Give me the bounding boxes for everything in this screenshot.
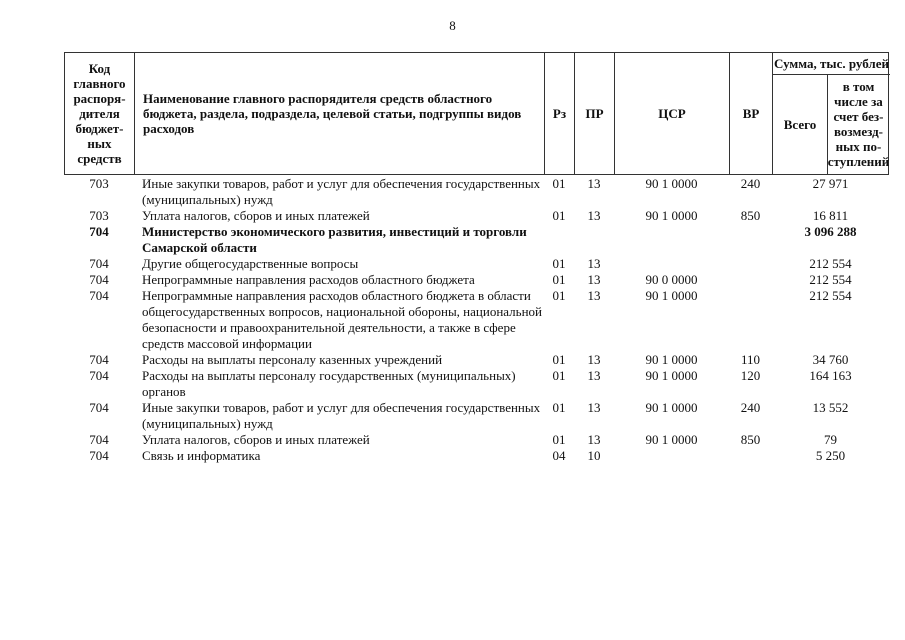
row-name: Расходы на выплаты персоналу государственных (муниципальных) органов — [142, 368, 516, 399]
row-csr: 90 1 0000 — [645, 432, 698, 447]
row-pr: 13 — [587, 368, 601, 383]
table-row — [64, 272, 889, 288]
row-total: 212 554 — [809, 288, 852, 303]
table-row — [64, 176, 889, 208]
page-number: 8 — [449, 18, 456, 33]
row-total: 3 096 288 — [804, 224, 857, 239]
row-vr — [729, 272, 772, 288]
row-pr: 13 — [587, 272, 601, 287]
row-total: 16 811 — [812, 208, 849, 223]
row-csr: 90 1 0000 — [645, 368, 698, 383]
row-code: 703 — [89, 208, 109, 223]
header-code: Код главного распоря-дителя бюджет-ных средств — [65, 53, 135, 174]
row-code: 704 — [89, 352, 109, 367]
table-row — [64, 208, 889, 224]
row-rz: 04 — [552, 448, 566, 463]
header-sum — [773, 53, 890, 174]
table-row — [64, 448, 889, 464]
row-pr: 13 — [587, 256, 601, 271]
row-name: Другие общегосударственные вопросы — [142, 256, 359, 271]
row-pr — [574, 224, 614, 256]
row-vr — [729, 448, 772, 464]
table-header — [64, 52, 889, 175]
row-csr: 90 1 0000 — [645, 208, 698, 223]
row-total: 212 554 — [809, 256, 852, 271]
row-vr: 850 — [740, 208, 761, 223]
row-csr — [614, 256, 729, 272]
row-pr: 13 — [587, 432, 601, 447]
row-csr: 90 1 0000 — [645, 288, 698, 303]
row-pr: 13 — [587, 352, 601, 367]
row-pr: 13 — [587, 208, 601, 223]
row-rz: 01 — [552, 272, 566, 287]
row-total: 212 554 — [809, 272, 852, 287]
row-code: 704 — [89, 256, 109, 271]
row-name: Непрограммные направления расходов областного бюджета в области общегосударственных вопросов, национальной обороны, национальной безопасности и правоохранительной деятельности, а также в сфере средств массовой информации — [142, 288, 542, 351]
table-row — [64, 432, 889, 448]
table-row — [64, 400, 889, 432]
table-row — [64, 288, 889, 352]
row-rz: 01 — [552, 432, 566, 447]
row-name: Расходы на выплаты персоналу казенных учреждений — [142, 352, 443, 367]
header-gratuitous: в том числе за счет без-возмезд-ных по-ступлений — [827, 79, 890, 169]
row-csr: 90 0 0000 — [645, 272, 698, 287]
row-name: Связь и информатика — [142, 448, 261, 463]
row-pr: 10 — [587, 448, 601, 463]
row-vr: 240 — [740, 400, 761, 415]
row-total: 34 760 — [812, 352, 849, 367]
header-pr: ПР — [575, 53, 615, 174]
row-code: 704 — [89, 272, 109, 287]
row-code: 704 — [89, 368, 109, 383]
table-row — [64, 256, 889, 272]
row-pr: 13 — [587, 400, 601, 415]
row-total: 5 250 — [815, 448, 846, 463]
row-code: 704 — [89, 448, 109, 463]
row-csr: 90 1 0000 — [645, 352, 698, 367]
row-rz: 01 — [552, 256, 566, 271]
row-rz — [544, 224, 574, 256]
row-csr: 90 1 0000 — [645, 400, 698, 415]
row-rz: 01 — [552, 400, 566, 415]
row-rz: 01 — [552, 288, 566, 303]
row-csr — [614, 224, 729, 256]
row-total: 79 — [824, 432, 837, 447]
row-vr — [729, 224, 772, 256]
row-code: 704 — [89, 224, 109, 239]
header-total: Всего — [773, 74, 828, 174]
row-vr — [729, 288, 772, 352]
row-vr: 110 — [740, 352, 761, 367]
row-name: Непрограммные направления расходов областного бюджета — [142, 272, 475, 287]
row-total: 27 971 — [812, 176, 849, 191]
row-rz: 01 — [552, 352, 566, 367]
row-rz: 01 — [552, 176, 566, 191]
table-body — [64, 176, 889, 464]
header-csr: ЦСР — [615, 53, 730, 174]
row-rz: 01 — [552, 368, 566, 383]
row-code: 704 — [89, 400, 109, 415]
row-vr: 240 — [740, 176, 761, 191]
row-total: 13 552 — [812, 400, 849, 415]
row-rz: 01 — [552, 208, 566, 223]
row-vr: 850 — [740, 432, 761, 447]
row-name: Иные закупки товаров, работ и услуг для обеспечения государственных (муниципальных) нужд — [142, 400, 541, 431]
table-row — [64, 352, 889, 368]
row-csr — [614, 448, 729, 464]
row-code: 704 — [89, 288, 109, 303]
row-name: Уплата налогов, сборов и иных платежей — [142, 432, 370, 447]
row-total: 164 163 — [809, 368, 852, 383]
header-rz: Рз — [545, 53, 575, 174]
row-pr: 13 — [587, 288, 601, 303]
row-name: Министерство экономического развития, инвестиций и торговли Самарской области — [142, 224, 527, 255]
header-vr: ВР — [730, 53, 773, 174]
row-pr: 13 — [587, 176, 601, 191]
row-name: Уплата налогов, сборов и иных платежей — [142, 208, 370, 223]
row-code: 704 — [89, 432, 109, 447]
row-csr: 90 1 0000 — [645, 176, 698, 191]
row-vr: 120 — [740, 368, 761, 383]
row-vr — [729, 256, 772, 272]
header-name: Наименование главного распорядителя средств областного бюджета, раздела, подраздела, целевой статьи, подгруппы видов расходов — [135, 53, 545, 174]
table-row — [64, 224, 889, 256]
row-code: 703 — [89, 176, 109, 191]
row-name: Иные закупки товаров, работ и услуг для обеспечения государственных (муниципальных) нужд — [142, 176, 541, 207]
table-row — [64, 368, 889, 400]
header-sum-title: Сумма, тыс. рублей — [773, 53, 890, 75]
